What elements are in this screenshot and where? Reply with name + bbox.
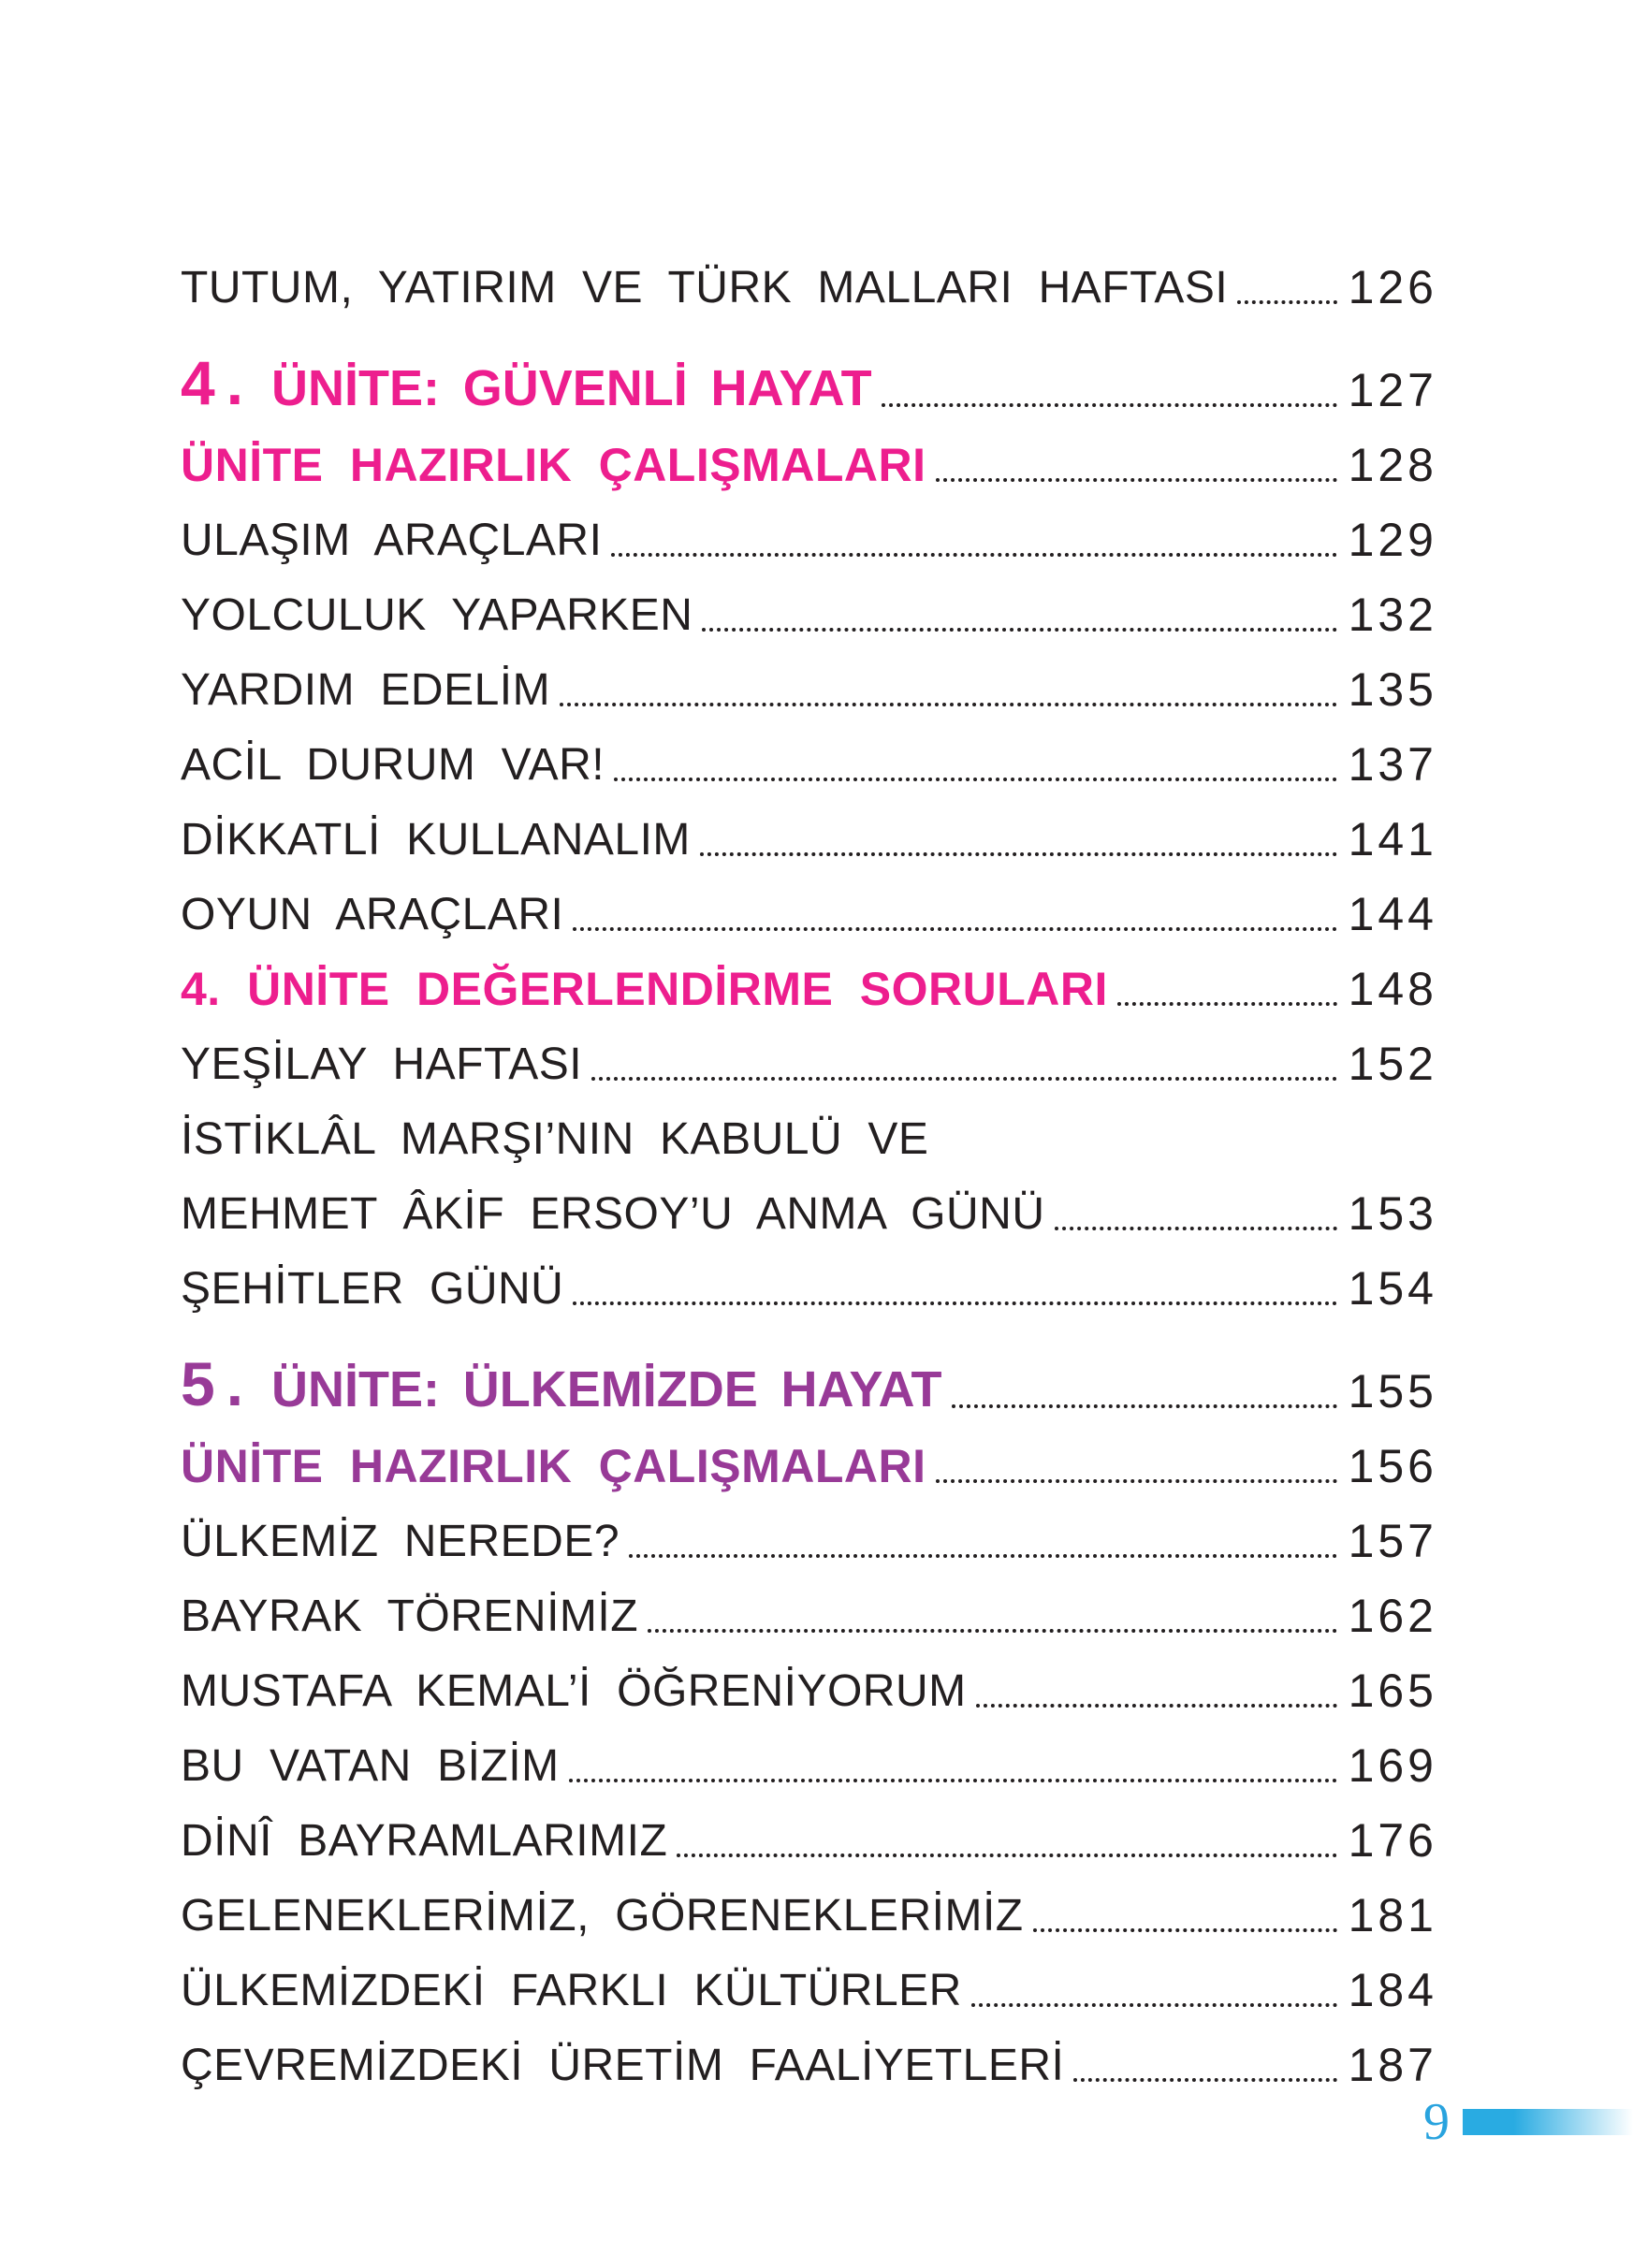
toc-entry bbox=[181, 1415, 1437, 1492]
unit-number: 5. bbox=[181, 1349, 255, 1418]
toc-entry bbox=[181, 1939, 1437, 2016]
toc-entry bbox=[181, 1490, 1437, 1567]
dot-leader bbox=[629, 1554, 1337, 1558]
toc-entry-page-number: 176 bbox=[1348, 1814, 1437, 1867]
footer-gradient-bar bbox=[1463, 2109, 1633, 2135]
toc-entry-page-number: 165 bbox=[1348, 1665, 1437, 1717]
toc-entry bbox=[181, 2014, 1437, 2091]
toc-entry bbox=[181, 1237, 1437, 1315]
dot-leader bbox=[560, 703, 1336, 706]
toc-entry-title: BU VATAN BİZİM bbox=[181, 1741, 560, 1791]
toc-entry bbox=[181, 1087, 1434, 1162]
toc-entry-page-number: 126 bbox=[1348, 261, 1437, 313]
toc-entry bbox=[181, 414, 1437, 491]
toc-entry bbox=[181, 1162, 1437, 1240]
toc-entry-page-number: 155 bbox=[1348, 1365, 1437, 1418]
toc-entry bbox=[181, 1789, 1437, 1867]
toc-entry bbox=[181, 638, 1437, 716]
page-number: 9 bbox=[1423, 2093, 1450, 2151]
toc-entry-title: ÜNİTE HAZIRLIK ÇALIŞMALARI bbox=[181, 439, 926, 491]
toc-entry bbox=[181, 1864, 1437, 1941]
toc-entry-title: 4. ÜNİTE DEĞERLENDİRME SORULARI bbox=[181, 963, 1108, 1015]
toc-entry-title: ÜNİTE HAZIRLIK ÇALIŞMALARI bbox=[181, 1440, 926, 1492]
dot-leader bbox=[1237, 300, 1336, 304]
toc-entry-page-number: 128 bbox=[1348, 439, 1437, 491]
dot-leader bbox=[936, 478, 1337, 482]
toc-entry-title: ULAŞIM ARAÇLARI bbox=[181, 516, 603, 565]
toc-entry bbox=[181, 1639, 1437, 1717]
dot-leader bbox=[611, 553, 1336, 557]
toc-entry-title: OYUN ARAÇLARI bbox=[181, 890, 564, 939]
toc-entry-title: ACİL DURUM VAR! bbox=[181, 740, 605, 790]
toc-entry-page-number: 141 bbox=[1348, 813, 1437, 865]
toc-entry bbox=[181, 1564, 1437, 1642]
toc-entry-title: YOLCULUK YAPARKEN bbox=[181, 590, 693, 640]
dot-leader bbox=[702, 628, 1336, 632]
toc-entry-title: MUSTAFA KEMAL’İ ÖĞRENİYORUM bbox=[181, 1666, 967, 1716]
toc-entry bbox=[181, 563, 1437, 641]
toc-entry-page-number: 153 bbox=[1348, 1187, 1437, 1240]
dot-leader bbox=[614, 778, 1336, 781]
toc-entry-title: TUTUM, YATIRIM VE TÜRK MALLARI HAFTASI bbox=[181, 263, 1229, 313]
toc-entry-title: YARDIM EDELİM bbox=[181, 665, 551, 715]
toc-list bbox=[181, 236, 1437, 2091]
toc-entry-page-number: 135 bbox=[1348, 663, 1437, 716]
dot-leader bbox=[882, 403, 1337, 407]
toc-entry-title: DİKKATLİ KULLANALIM bbox=[181, 815, 691, 865]
toc-entry-title: ÜNİTE: ÜLKEMİZDE HAYAT bbox=[271, 1361, 942, 1418]
toc-entry bbox=[181, 488, 1437, 566]
dot-leader bbox=[1117, 1002, 1337, 1006]
dot-leader bbox=[573, 927, 1336, 931]
toc-entry-title: ÜLKEMİZDEKİ FARKLI KÜLTÜRLER bbox=[181, 1966, 962, 2015]
toc-entry-page-number: 132 bbox=[1348, 589, 1437, 641]
toc-entry-page-number: 148 bbox=[1348, 963, 1437, 1015]
toc-entry bbox=[181, 1714, 1437, 1792]
dot-leader bbox=[591, 1077, 1336, 1081]
toc-entry-title: İSTİKLÂL MARŞI’NIN KABULÜ VE bbox=[181, 1114, 929, 1164]
toc-entry-page-number: 169 bbox=[1348, 1739, 1437, 1792]
toc-entry-title: ŞEHİTLER GÜNÜ bbox=[181, 1264, 564, 1314]
toc-entry-page-number: 156 bbox=[1348, 1440, 1437, 1492]
dot-leader bbox=[1055, 1227, 1337, 1230]
dot-leader bbox=[677, 1854, 1336, 1857]
toc-entry-title: ÜNİTE: GÜVENLİ HAYAT bbox=[271, 360, 872, 416]
dot-leader bbox=[648, 1629, 1336, 1633]
toc-entry-page-number: 144 bbox=[1348, 888, 1437, 940]
unit-number: 4. bbox=[181, 348, 255, 417]
toc-entry-page-number: 154 bbox=[1348, 1262, 1437, 1315]
toc-entry bbox=[181, 863, 1437, 940]
toc-entry-title: DİNÎ BAYRAMLARIMIZ bbox=[181, 1816, 668, 1866]
dot-leader bbox=[700, 852, 1337, 856]
toc-entry bbox=[181, 788, 1437, 865]
toc-entry bbox=[181, 938, 1437, 1015]
toc-entry-page-number: 181 bbox=[1348, 1889, 1437, 1941]
page-footer bbox=[1423, 2093, 1633, 2151]
toc-entry bbox=[181, 713, 1437, 791]
toc-entry-title: YEŞİLAY HAFTASI bbox=[181, 1040, 583, 1089]
toc-entry-title: ÇEVREMİZDEKİ ÜRETİM FAALİYETLERİ bbox=[181, 2041, 1065, 2090]
dot-leader bbox=[1033, 1928, 1337, 1932]
toc-entry-page-number: 129 bbox=[1348, 514, 1437, 566]
toc-entry-title: MEHMET ÂKİF ERSOY’U ANMA GÜNÜ bbox=[181, 1189, 1045, 1239]
toc-entry-title: ÜLKEMİZ NEREDE? bbox=[181, 1517, 620, 1566]
toc-entry bbox=[181, 329, 1437, 417]
toc-entry-page-number: 157 bbox=[1348, 1515, 1437, 1567]
toc-entry bbox=[181, 1012, 1437, 1090]
toc-entry-page-number: 137 bbox=[1348, 738, 1437, 791]
toc-entry-page-number: 184 bbox=[1348, 1964, 1437, 2016]
toc-entry-page-number: 152 bbox=[1348, 1038, 1437, 1090]
dot-leader bbox=[1073, 2078, 1336, 2082]
toc-entry-page-number: 162 bbox=[1348, 1590, 1437, 1642]
toc-entry-page-number: 127 bbox=[1348, 364, 1437, 416]
dot-leader bbox=[569, 1779, 1337, 1782]
dot-leader bbox=[936, 1479, 1337, 1483]
toc-entry-title: GELENEKLERİMİZ, GÖRENEKLERİMİZ bbox=[181, 1891, 1024, 1941]
toc-entry bbox=[181, 236, 1437, 313]
toc-entry-title: BAYRAK TÖRENİMİZ bbox=[181, 1592, 639, 1641]
dot-leader bbox=[573, 1301, 1336, 1305]
toc-entry-page-number: 187 bbox=[1348, 2039, 1437, 2091]
dot-leader bbox=[976, 1704, 1337, 1708]
dot-leader bbox=[952, 1404, 1337, 1408]
toc-entry bbox=[181, 1330, 1437, 1418]
dot-leader bbox=[971, 2003, 1337, 2007]
